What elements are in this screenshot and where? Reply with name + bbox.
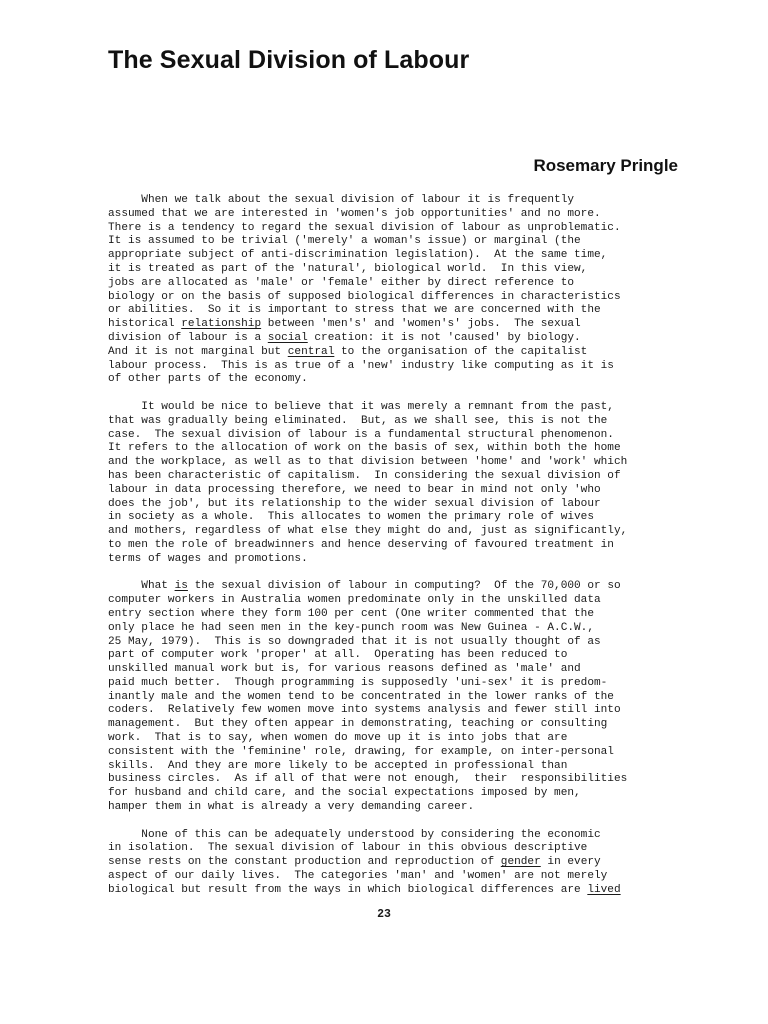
text-line: assumed that we are interested in 'women's job opportunities' and no more. [108,207,601,220]
underlined-word: central [287,345,335,358]
text-line: There is a tendency to regard the sexual division of labour as unproblematic. [108,221,621,234]
article-body [108,194,708,911]
text-line: case. The sexual division of labour is a fundamental structural phenomenon. [108,428,614,441]
text-line: in society as a whole. This allocates to women the primary role of wives [108,511,594,524]
text-line: appropriate subject of anti-discrimination legislation). At the same time, [108,249,608,262]
text-line: labour in data processing therefore, we need to bear in mind not only 'who [108,483,601,496]
text-line: unskilled manual work but is, for various reasons defined as 'male' and [108,663,581,676]
paragraph [108,401,708,567]
text-line: consistent with the 'feminine' role, drawing, for example, on inter-personal [108,745,614,758]
text-line: biological but result from the ways in which biological differences are lived [108,883,621,896]
text-line: sense rests on the constant production and reproduction of gender in every [108,856,601,869]
text-line: does the job', but its relationship to the wider sexual division of labour [108,497,601,510]
text-line: business circles. As if all of that were not enough, their responsibilities [108,773,628,786]
text-line: and mothers, regardless of what else they might do and, just as significantly, [108,525,628,538]
underlined-word: gender [500,856,541,869]
paragraph [108,829,708,898]
text-line: terms of wages and promotions. [108,552,308,565]
text-line: for husband and child care, and the social expectations imposed by men, [108,787,581,800]
text-line: inantly male and the women tend to be concentrated in the lower ranks of the [108,690,614,703]
text-line: division of labour is a social creation: it is not 'caused' by biology. [108,331,581,344]
text-line: 25 May, 1979). This is so downgraded that it is not usually thought of as [108,635,601,648]
text-line: it is treated as part of the 'natural', biological world. In this view, [108,262,588,275]
text-line: to men the role of breadwinners and hence deserving of favoured treatment in [108,538,614,551]
text-line: It refers to the allocation of work on the basis of sex, within both the home [108,442,621,455]
text-line: What is the sexual division of labour in computing? Of the 70,000 or so [108,580,621,593]
page-number: 23 [377,908,391,921]
underlined-word: relationship [181,318,262,331]
text-line: and the workplace, as well as to that division between 'home' and 'work' which [108,456,628,469]
underlined-word: lived [587,883,621,896]
text-line: only place he had seen men in the key-punch room was New Guinea - A.C.W., [108,621,594,634]
author-name: Rosemary Pringle [533,156,678,175]
text-line: or abilities. So it is important to stress that we are concerned with the [108,304,601,317]
text-line: biology or on the basis of supposed biological differences in characteristics [108,290,621,303]
text-line: has been characteristic of capitalism. In considering the sexual division of [108,469,621,482]
text-line: aspect of our daily lives. The categories 'man' and 'women' are not merely [108,870,608,883]
text-line: It would be nice to believe that it was merely a remnant from the past, [108,400,614,413]
text-line: hamper them in what is already a very demanding career. [108,801,475,814]
text-line: jobs are allocated as 'male' or 'female' either by direct reference to [108,276,575,289]
text-line: that was gradually being eliminated. But, as we shall see, this is not the [108,414,608,427]
underlined-word: is [174,580,188,593]
text-line: skills. And they are more likely to be accepted in professional than [108,759,568,772]
text-line: And it is not marginal but central to the organisation of the capitalist [108,345,588,358]
text-line: historical relationship between 'men's' and 'women's' jobs. The sexual [108,318,581,331]
underlined-word: social [267,331,308,344]
text-line: computer workers in Australia women predominate only in the unskilled data [108,594,601,607]
text-line: When we talk about the sexual division of labour it is frequently [108,194,575,206]
text-line: It is assumed to be trivial ('merely' a woman's issue) or marginal (the [108,235,581,248]
text-line: part of computer work 'proper' at all. Operating has been reduced to [108,649,568,662]
text-line: in isolation. The sexual division of labour in this obvious descriptive [108,842,588,855]
text-line: management. But they often appear in demonstrating, teaching or consulting [108,718,608,731]
text-line: coders. Relatively few women move into systems analysis and fewer still into [108,704,621,717]
paragraph [108,194,708,387]
article-title: The Sexual Division of Labour [108,46,470,74]
text-line: of other parts of the economy. [108,373,308,386]
text-line: None of this can be adequately understood by considering the economic [108,828,601,841]
text-line: entry section where they form 100 per cent (One writer commented that the [108,607,594,620]
text-line: work. That is to say, when women do move up it is into jobs that are [108,732,568,745]
text-line: paid much better. Though programming is supposedly 'uni-sex' it is predom- [108,676,608,689]
paragraph [108,580,708,815]
text-line: labour process. This is as true of a 'new' industry like computing as it is [108,359,614,372]
